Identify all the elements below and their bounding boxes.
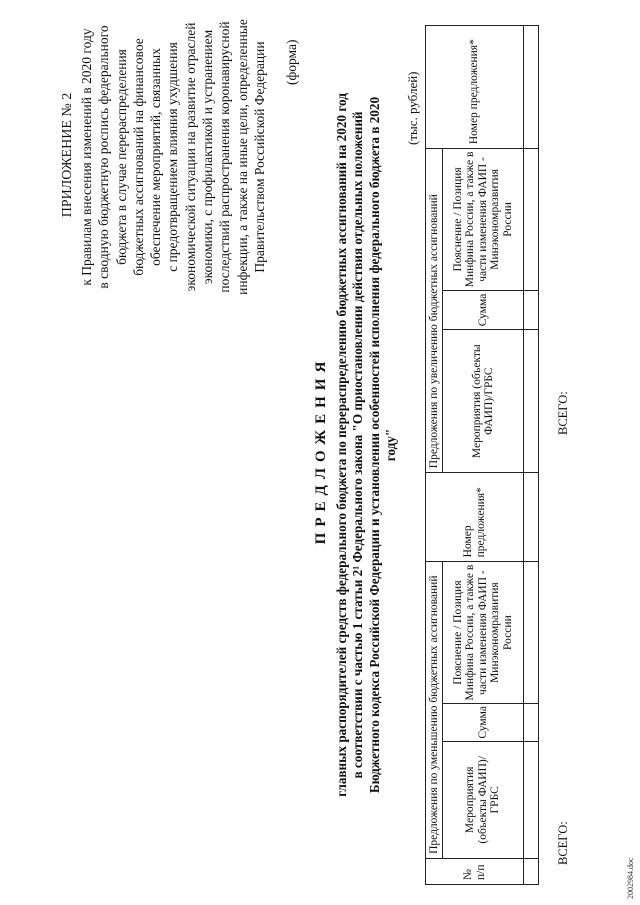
appendix-title: ПРИЛОЖЕНИЕ № 2 xyxy=(60,92,75,218)
units-label: (тыс. рублей) xyxy=(405,71,420,145)
col-header-sum: Сумма xyxy=(443,703,524,741)
appendix-line: бюджета в случае перераспределения xyxy=(113,49,129,265)
total-increase-label: ВСЕГО: xyxy=(556,391,570,435)
table-cell xyxy=(524,473,539,562)
proposals-table xyxy=(425,25,539,885)
appendix-line: обеспечение мероприятий, связанных xyxy=(148,48,164,266)
appendix-line: бюджетных ассигнований на финансовое xyxy=(130,38,146,276)
appendix-line: Правительством Российской Федерации xyxy=(251,41,267,273)
appendix-line: к Правилам внесения изменений в 2020 году xyxy=(79,28,94,286)
total-decrease-label: ВСЕГО: xyxy=(556,821,570,865)
col-header-sum: Сумма xyxy=(443,290,524,330)
table-cell xyxy=(524,26,539,149)
table-row xyxy=(524,26,539,885)
form-label: (форма) xyxy=(284,39,299,85)
subheading-line: Бюджетного кодекса Российской Федерации и установлении особенностей исполнения федерального бюджета в 2020 году" xyxy=(366,96,398,794)
subheading-line: главных распорядителей средств федерального бюджета по перераспределению бюджетных ассигнований на 2020 год xyxy=(334,93,349,797)
document-heading: ПРЕДЛОЖЕНИЯ xyxy=(313,355,329,545)
appendix-line: инфекции, а также на иные цели, определенные xyxy=(234,19,250,295)
table-cell xyxy=(524,330,539,473)
col-header-proposal-number: Номер предложения* xyxy=(426,26,524,149)
col-header-proposal-number: Номер предложения* xyxy=(426,473,524,562)
table-cell xyxy=(524,703,539,741)
group-header-decrease: Предложения по уменьшению бюджетных ассигнований xyxy=(426,562,443,859)
group-header-increase: Предложения по увеличению бюджетных ассигнований xyxy=(426,149,443,473)
table-cell xyxy=(524,562,539,703)
col-header-measures: Мероприятия (объекты ФАИП)/ГРБС xyxy=(443,330,524,473)
document-subheading xyxy=(334,85,399,805)
table-cell xyxy=(524,858,539,884)
subheading-line: в соответствии с частью 1 статьи 2¹ Федерального закона "О приостановлении действия отдельных положений xyxy=(350,111,366,779)
table-cell xyxy=(524,290,539,330)
appendix-line: экономической ситуации на развитие отраслей xyxy=(182,22,198,292)
appendix-line: с предотвращением влияния ухудшения xyxy=(165,42,181,272)
col-header-explanation: Пояснение / Позиция Минфина России, а также в части изменения ФАИП - Минэкономразвития России xyxy=(443,149,524,290)
appendix-line: экономики, с профилактикой и устранением xyxy=(200,29,216,285)
col-header-measures: Мероприятия (объекты ФАИП)/ГРБС xyxy=(443,741,524,858)
table-cell xyxy=(524,741,539,858)
col-header-number: № п/п xyxy=(426,858,524,884)
table-cell xyxy=(524,149,539,290)
appendix-line: в сводную бюджетную роспись федерального xyxy=(96,25,112,289)
document-filename: 2002984.doc xyxy=(626,857,635,899)
appendix-text xyxy=(78,7,268,307)
col-header-explanation: Пояснение / Позиция Минфина России, а также в части изменения ФАИП - Минэкономразвития России xyxy=(443,562,524,703)
appendix-line: последствий распространения коронавирусной xyxy=(217,21,233,293)
